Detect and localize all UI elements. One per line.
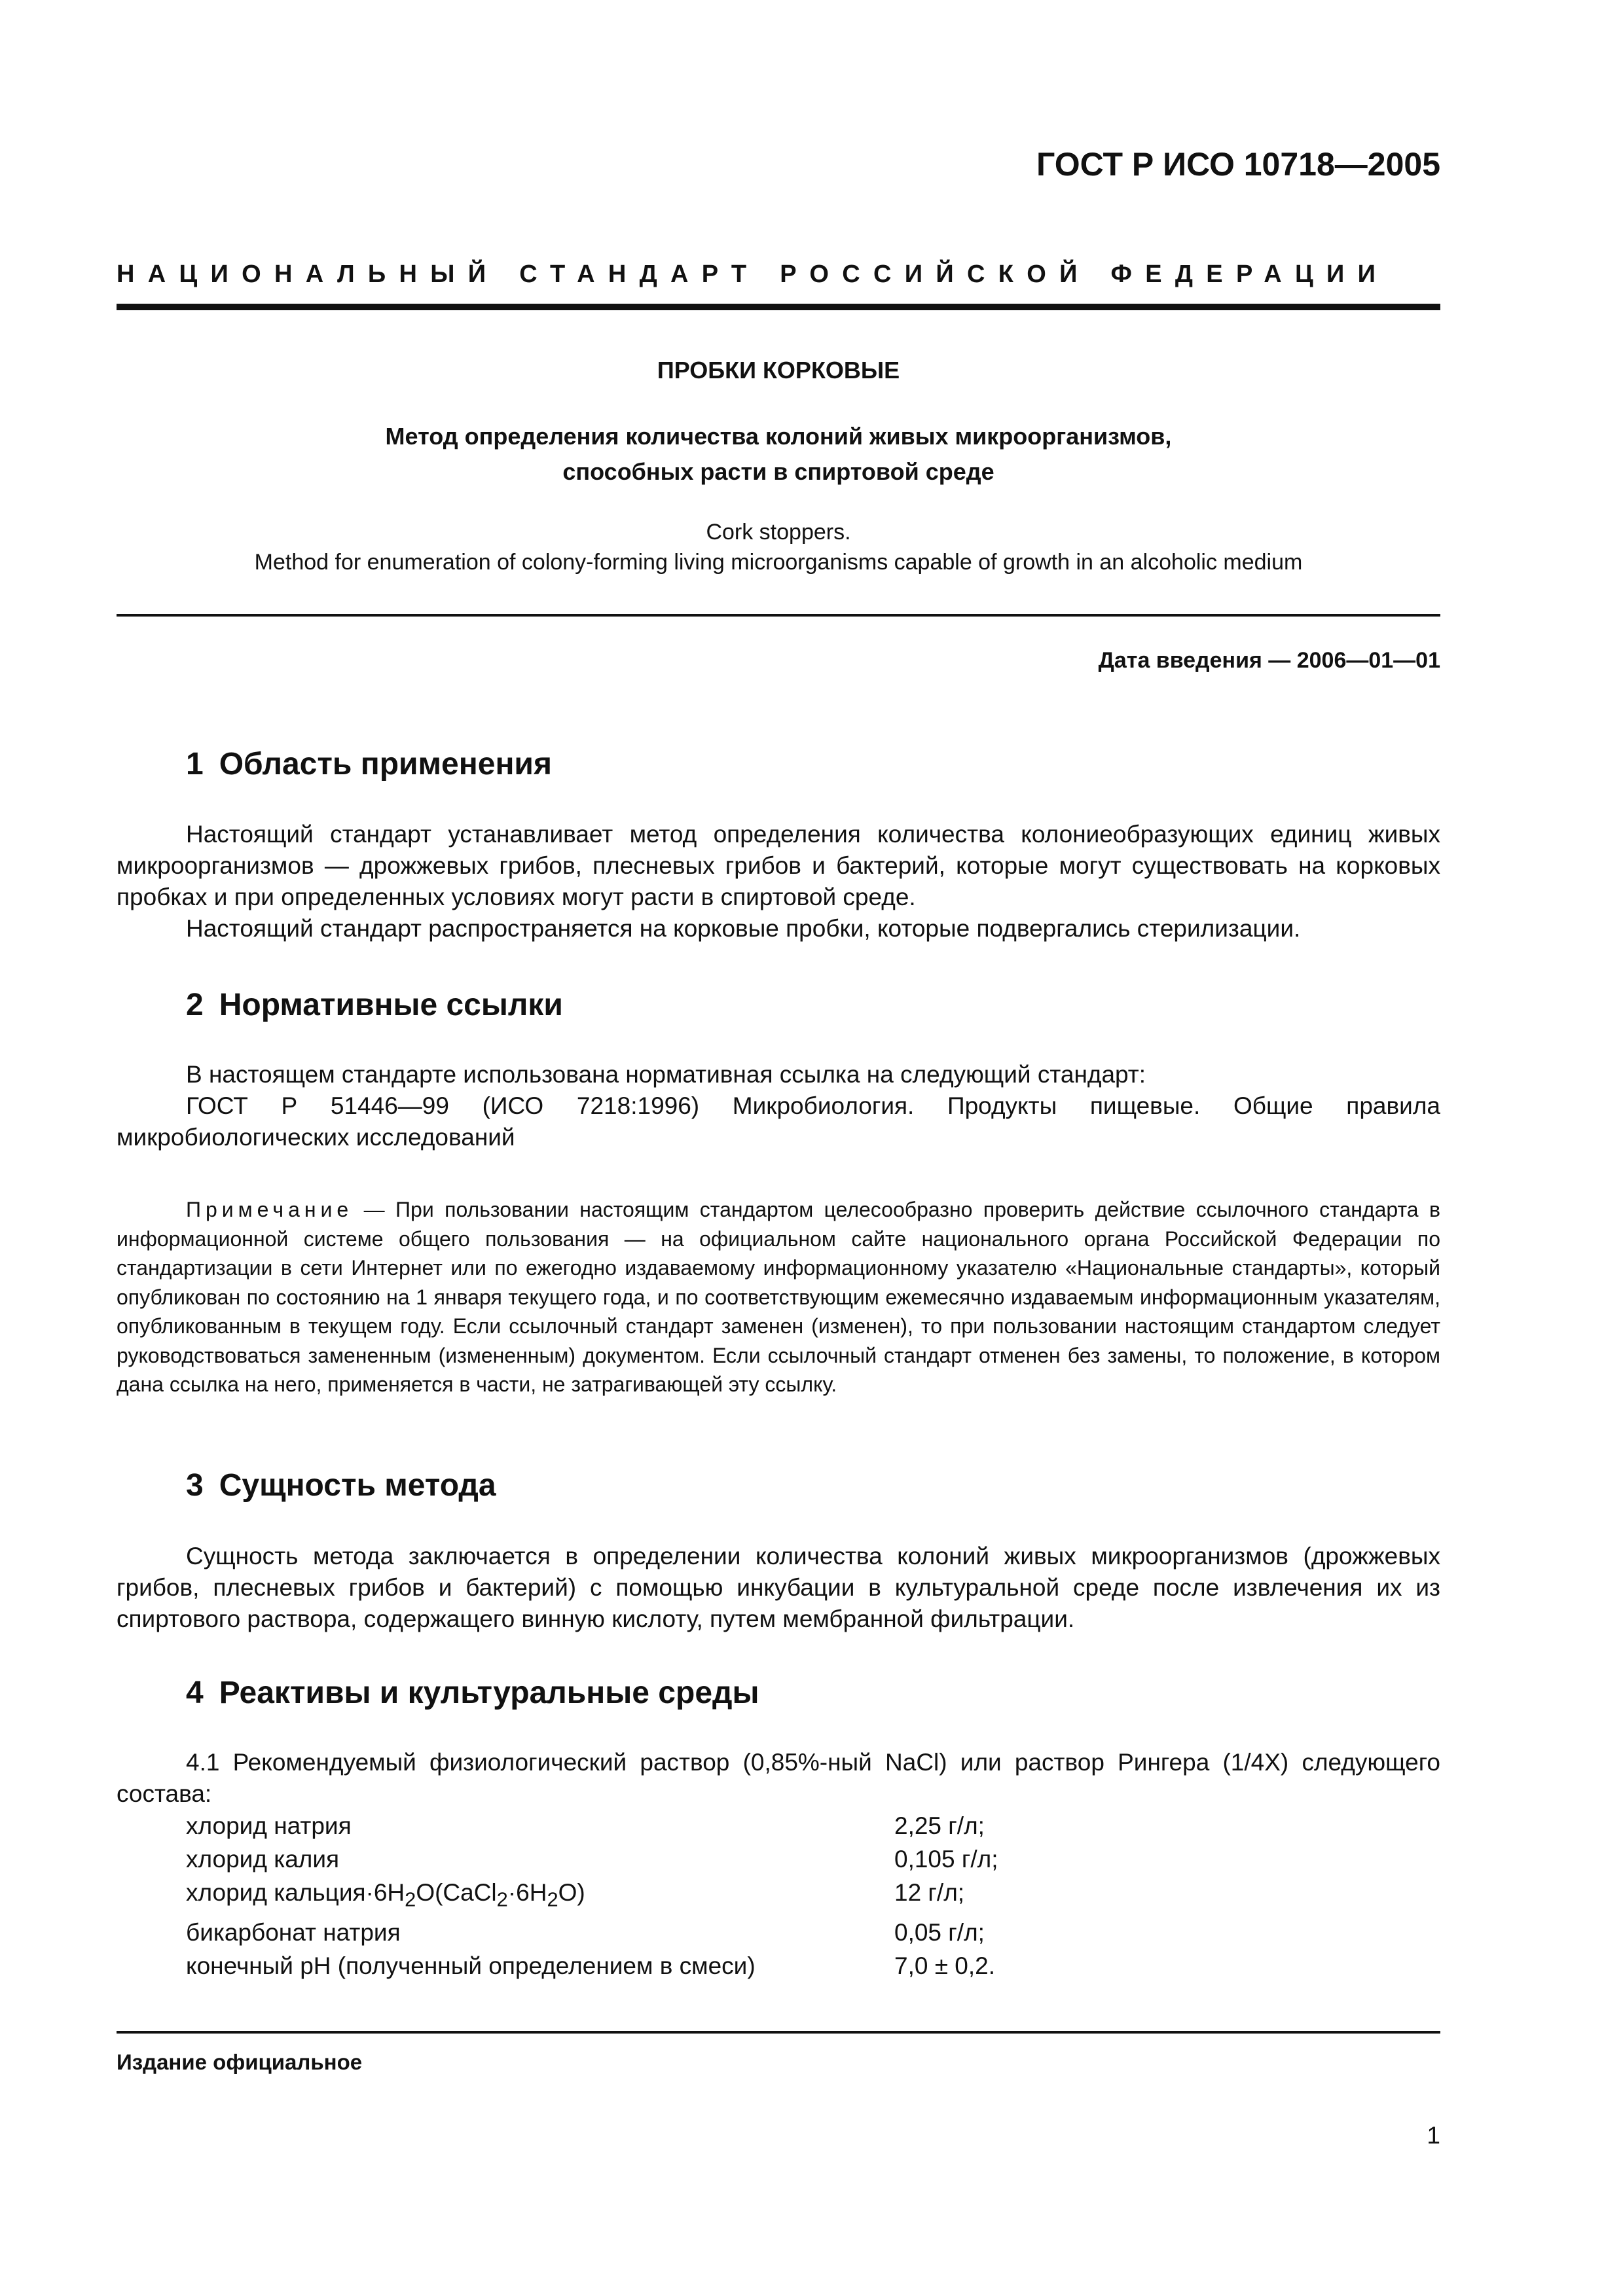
page-number: 1 — [1427, 2122, 1440, 2149]
document-page — [117, 0, 1440, 2296]
header-rule — [117, 304, 1440, 310]
national-standard-banner: НАЦИОНАЛЬНЫЙ СТАНДАРТ РОССИЙСКОЙ ФЕДЕРАЦИИ — [117, 260, 1389, 288]
document-subtitle — [117, 419, 1440, 490]
reference-note — [117, 1195, 1440, 1399]
paragraph: Настоящий стандарт устанавливает метод определения количества колониеобразующих единиц живых микроорганизмов — дрожжевых грибов, плесневых грибов и бактерий, которые могут существовать на корковых пробках и при определенных условиях могут расти в спиртовой среде. — [117, 821, 1440, 910]
component-value: 7,0 ± 0,2. — [894, 1952, 996, 1980]
section-heading-2 — [186, 990, 563, 1021]
component-name: хлорид $кальция\cdot 6H_2O(CaCl_2\cdot 6H_2O)$ — [186, 1879, 585, 1911]
composition-row — [186, 1949, 998, 1982]
component-value: 2,25 г/л; — [894, 1812, 985, 1839]
paragraph: В настоящем стандарте использована нормативная ссылка на следующий стандарт: — [186, 1061, 1146, 1088]
section-1-body — [117, 819, 1440, 944]
section-title: Область применения — [219, 747, 552, 781]
composition-row — [186, 1842, 998, 1876]
component-name: бикарбонат натрия — [186, 1919, 401, 1946]
component-value: 12 г/л; — [894, 1879, 965, 1906]
component-value: 0,105 г/л; — [894, 1846, 998, 1873]
paragraph: Сущность метода заключается в определении количества колоний живых микроорганизмов (дрожжевых грибов, плесневых грибов и бактерий) с помощью инкубации в культуральной среде после извлечения их из спиртового раствора, содержащего винную кислоту, путем мембранной фильтрации. — [117, 1543, 1440, 1632]
section-title: Сущность метода — [219, 1468, 496, 1503]
intro-date: Дата введения — 2006—01—01 — [1098, 648, 1440, 673]
paragraph: Настоящий стандарт распространяется на корковые пробки, которые подвергались стерилизации. — [186, 915, 1301, 942]
section-number: 3 — [186, 1468, 204, 1503]
component-name: хлорид натрия — [186, 1812, 352, 1839]
document-title: ПРОБКИ КОРКОВЫЕ — [657, 357, 900, 384]
ringer-composition-table — [186, 1809, 998, 1982]
title-rule — [117, 614, 1440, 617]
gost-number: ГОСТ Р ИСО 10718—2005 — [1036, 146, 1440, 183]
component-value: 0,05 г/л; — [894, 1919, 985, 1946]
section-title: Нормативные ссылки — [219, 988, 563, 1022]
section-heading-3 — [186, 1470, 496, 1501]
section-heading-1 — [186, 749, 552, 780]
component-name: хлорид калия — [186, 1846, 340, 1873]
section-title: Реактивы и культуральные среды — [219, 1676, 759, 1710]
note-text: — При пользовании настоящим стандартом целесообразно проверить действие ссылочного стандарта в информационной системе общего пользования — на официальном сайте национального органа Российской Федерации по стандартизации в сети Интернет или по ежегодно издаваемому информационному указателю «Национальные стандарты», который опубликован по состоянию на 1 января текущего года, и по соответствующим ежемесячно издаваемым информационным указателям, опубликованным в текущем году. Если ссылочный стандарт заменен (изменен), то при пользовании настоящим стандартом следует руководствоваться замененным (измененным) документом. Если ссылочный стандарт отменен без замены, то положение, в котором дана ссылка на него, применяется в части, не затрагивающей эту ссылку. — [117, 1198, 1440, 1396]
section-heading-4 — [186, 1677, 759, 1709]
section-number: 2 — [186, 988, 204, 1022]
section-2-body — [117, 1059, 1440, 1153]
english-title-line-2: Method for enumeration of colony-forming living microorganisms capable of growth in an alcoholic medium — [254, 550, 1303, 575]
english-title-line-1: Cork stoppers. — [706, 520, 851, 545]
composition-row — [186, 1916, 998, 1949]
component-name: конечный pH (полученный определением в смеси) — [186, 1952, 756, 1980]
english-title — [117, 517, 1440, 577]
note-paragraph — [117, 1195, 1440, 1399]
composition-row — [186, 1876, 998, 1916]
subtitle-line-2: способных расти в спиртовой среде — [562, 458, 994, 485]
note-label: Примечание — [186, 1198, 354, 1221]
section-3-body — [117, 1541, 1440, 1635]
subtitle-line-1: Метод определения количества колоний живых микроорганизмов, — [385, 423, 1172, 450]
composition-row — [186, 1809, 998, 1842]
paragraph: 4.1 Рекомендуемый физиологический раствор (0,85%-ный NaCl) или раствор Рингера (1/4X) следующего состава: — [117, 1749, 1440, 1807]
paragraph: ГОСТ Р 51446—99 (ИСО 7218:1996) Микробиология. Продукты пищевые. Общие правила микробиологических исследований — [117, 1092, 1440, 1151]
section-number: 1 — [186, 747, 204, 781]
footer-rule — [117, 2031, 1440, 2034]
section-4-body — [117, 1747, 1440, 1810]
edition-label: Издание официальное — [117, 2050, 363, 2074]
section-number: 4 — [186, 1676, 204, 1710]
